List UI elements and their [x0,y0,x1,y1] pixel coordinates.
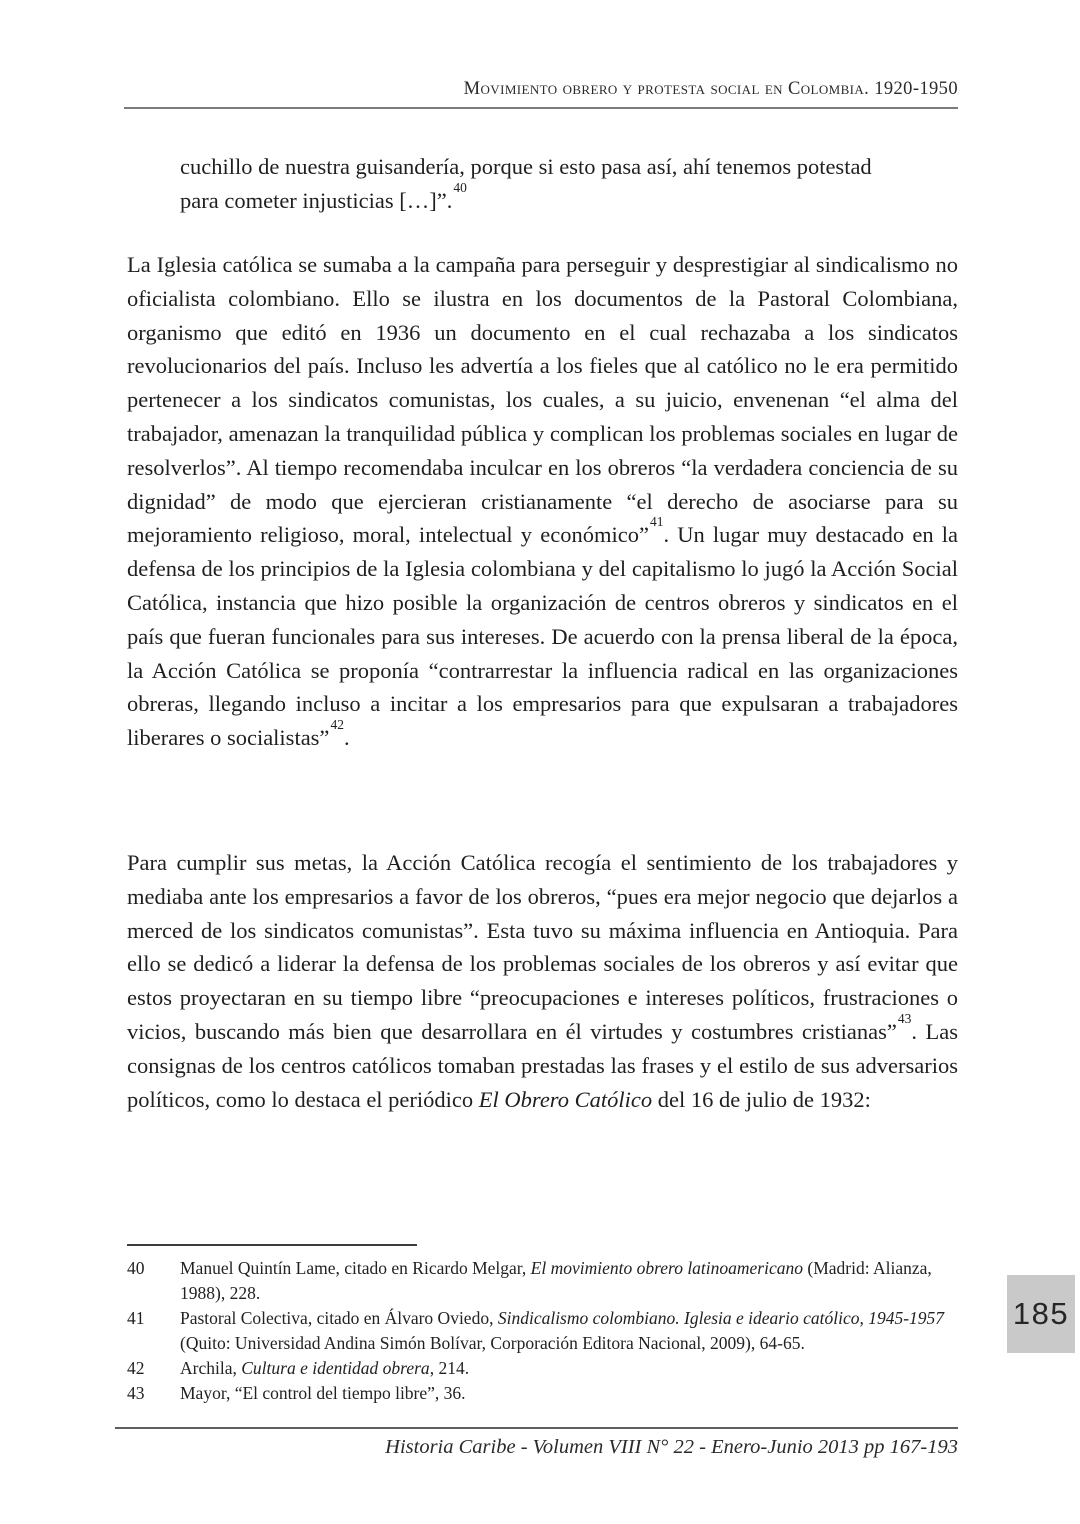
footer-rule [115,1427,958,1429]
footnote-text-segment: Mayor, “El control del tiempo libre”, 36. [180,1383,466,1403]
page-number: 185 [1012,1296,1070,1331]
footnotes-section [127,1256,958,1406]
footnote-number: 42 [127,1358,145,1378]
footnote-row-41 [127,1306,958,1356]
page-number-tab [1007,1275,1075,1353]
footnote-ref-41: 41 [649,514,664,530]
footnote-work-title: El movimiento obrero latinoamericano [530,1258,803,1278]
header-rule [124,107,958,109]
footnote-text-segment: Manuel Quintín Lame, citado en Ricardo Melgar, [180,1258,531,1278]
footnote-text-segment: , 214. [429,1358,470,1378]
footnote-ref-40: 40 [453,180,467,196]
paragraph-1-text: . [343,725,350,751]
paragraph-1-text: La Iglesia católica se sumaba a la campaña para perseguir y desprestigiar al sindicalismo no oficialista colombiano. Ello se ilustra en los documentos de la Pastoral Colombiana, organismo que editó en 1936 un documento en el cual rechazaba a los sindicatos revolucionarios del país. Incluso les advertía a los fieles que al católico no le era permitido pertenecer a los sindicatos comunistas, los cuales, a su juicio, envenenan “el alma del trabajador, amenazan la tranquilidad pública y complican los problemas sociales en lugar de resolverlos”. Al tiempo recomendaba inculcar en los obreros “la verdadera conciencia de su dignidad” de modo que ejercieran cristianamente “el derecho de asociarse para su mejoramiento religioso, moral, intelectual y económico” [127,252,958,548]
footnote-number: 40 [127,1258,145,1278]
running-header-title: Movimiento obrero y protesta social en Colombia. 1920-1950 [463,79,958,99]
footnote-number: 41 [127,1308,145,1328]
periodical-title: El Obrero Católico [478,1086,653,1112]
footnote-row-43 [127,1381,958,1406]
footnote-work-title: Sindicalismo colombiano. Iglesia e ideario católico, 1945-1957 [497,1308,945,1328]
footnote-text [180,1356,958,1381]
footnote-number: 43 [127,1383,145,1403]
footnote-text [180,1256,958,1306]
footnote-text-segment: (Quito: Universidad Andina Simón Bolívar, Corporación Editora Nacional, 2009), 64-65. [180,1333,805,1353]
footnote-text-segment: (Madrid: Alianza, 1988), 228. [180,1258,932,1303]
paragraph-1-text: . Un lugar muy destacado en la defensa de los principios de la Iglesia colombiana y del capitalismo lo jugó la Acción Social Católica, instancia que hizo posible la organización de centros obreros y sindicatos en el país que fueran funcionales para sus intereses. De acuerdo con la prensa liberal de la época, la Acción Católica se proponía “contrarrestar la influencia radical en las organizaciones obreras, llegando incluso a incitar a los empresarios para que expulsaran a trabajadores liberares o socialistas” [127,522,958,751]
footnote-row-40 [127,1256,958,1306]
footnote-work-title: Cultura e identidad obrera [241,1358,430,1378]
paragraph-2 [127,846,958,1116]
paragraph-2-text: del 16 de julio de 1932: [652,1086,871,1112]
footnote-ref-42: 42 [330,717,344,733]
block-quote [180,150,904,218]
footnote-separator-rule [127,1244,417,1246]
footnote-row-42 [127,1356,958,1381]
footer-journal-citation: Historia Caribe - Volumen VIII N° 22 - Enero-Junio 2013 pp 167-193 [385,1436,958,1458]
footnote-text [180,1381,958,1406]
footnote-ref-43: 43 [897,1011,912,1027]
paragraph-2-text: . Las consignas de los centros católicos tomaban prestadas las frases y el estilo de sus adversarios políticos, como lo destaca el periódico [127,1018,958,1112]
footnote-text-segment: Pastoral Colectiva, citado en Álvaro Oviedo, [180,1308,498,1328]
footnote-text-segment: Archila, [180,1358,242,1378]
paragraph-2-text: Para cumplir sus metas, la Acción Católica recogía el sentimiento de los trabajadores y mediaba ante los empresarios a favor de los obreros, “pues era mejor negocio que dejarlos a merced de los sindicatos comunistas”. Esta tuvo su máxima influencia en Antioquia. Para ello se dedicó a liderar la defensa de los problemas sociales de los obreros y así evitar que estos proyectaran en su tiempo libre “preocupaciones e intereses políticos, frustraciones o vicios, buscando más bien que desarrollara en él virtudes y costumbres cristianas” [127,850,958,1044]
paragraph-1 [127,248,958,755]
quote-text: cuchillo de nuestra guisandería, porque si esto pasa así, ahí tenemos potestad para cometer injusticias […]”. [180,154,872,213]
footnote-text [180,1306,958,1356]
